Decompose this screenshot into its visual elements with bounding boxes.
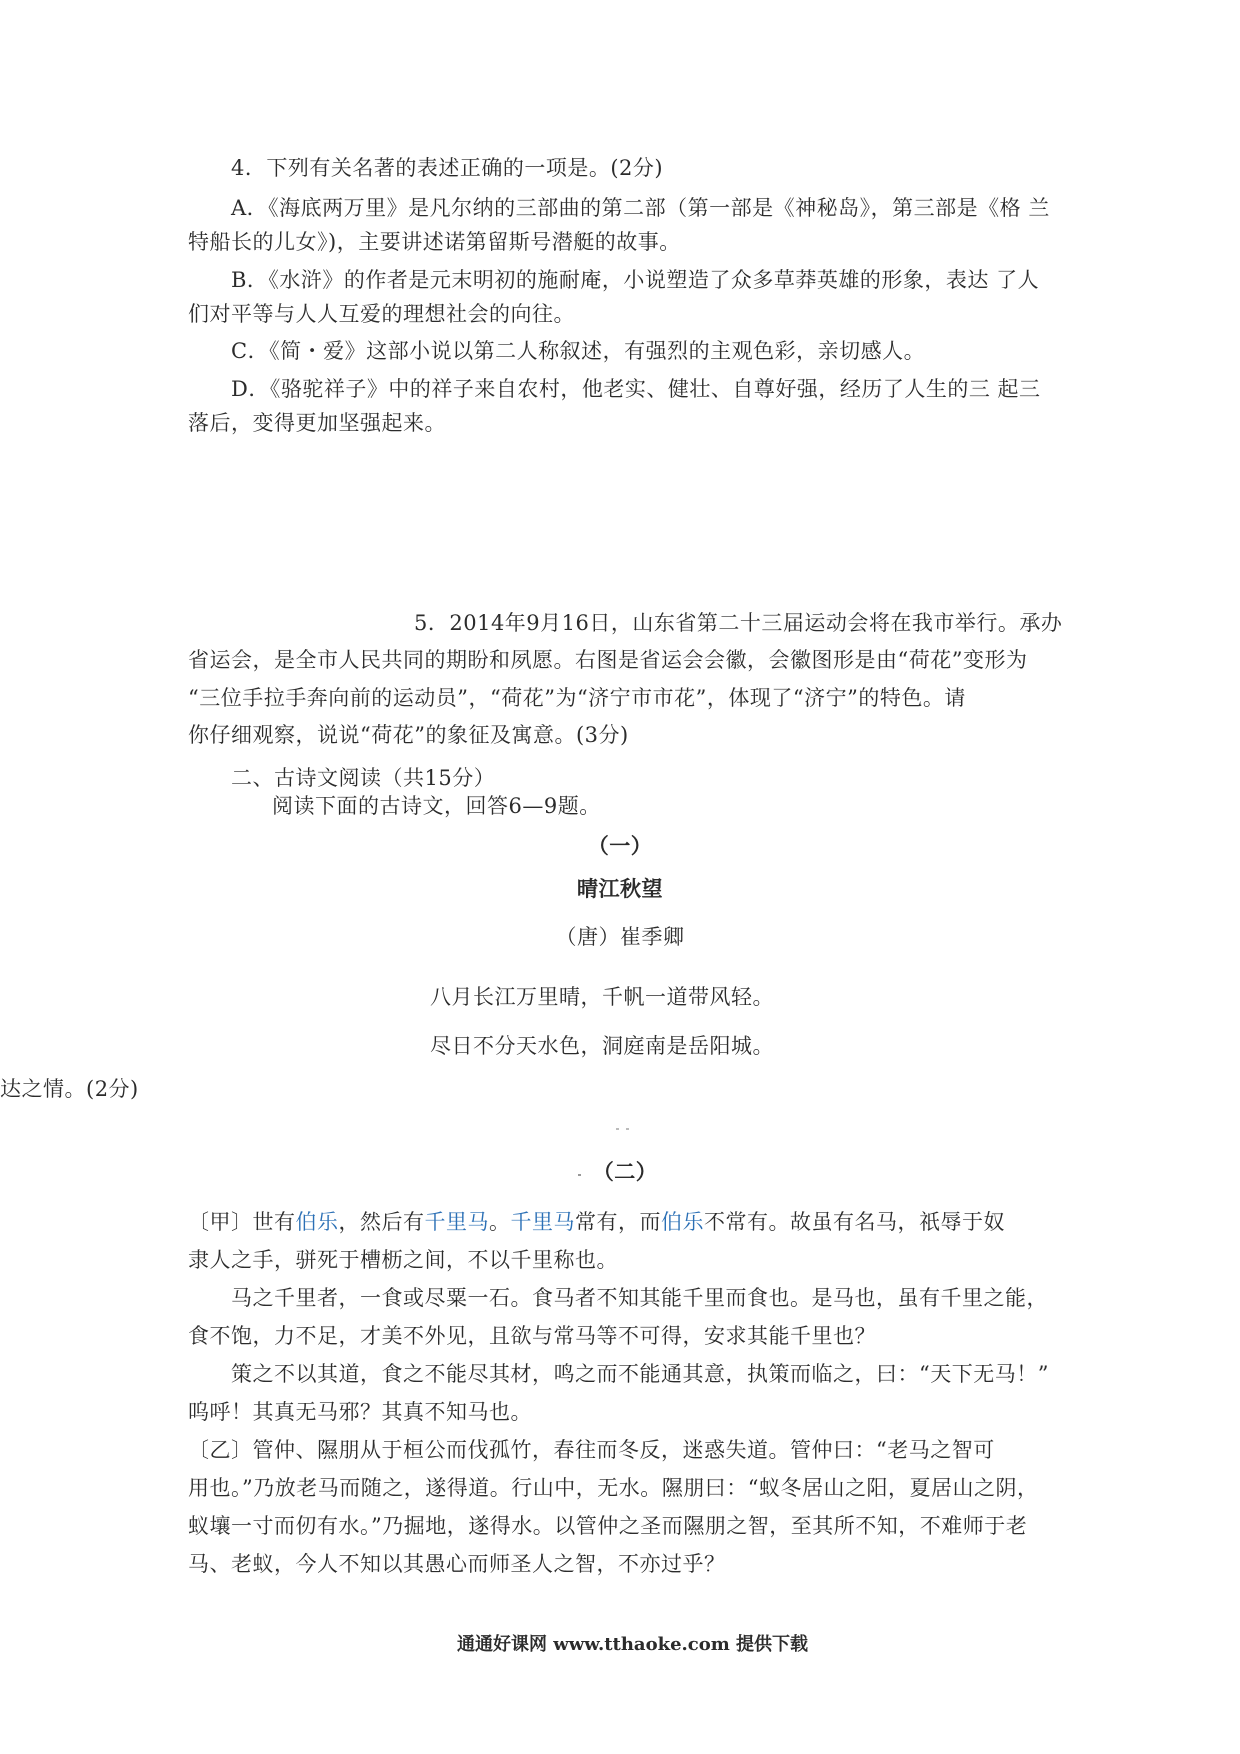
prose-jia-line5: 策之不以其道，食之不能尽其材，鸣之而不能通其意，执策而临之，曰：“天下无马！” — [231, 1362, 1049, 1386]
q5-line4: 你仔细观察，说说“荷花”的象征及寓意。(3分) — [188, 723, 629, 747]
q5-line3: “三位手拉手奔向前的运动员”，“荷花”为“济宁市市花”，体现了“济宁”的特色。请 — [188, 686, 966, 710]
scan-dot — [616, 1128, 619, 1130]
q4-option-a-line2: 特船长的儿女》)，主要讲述诺第留斯号潜艇的故事。 — [188, 230, 681, 254]
poem-title: 晴江秋望 — [577, 876, 663, 901]
q4-option-a-line1: A．《海底两万里》是凡尔纳的三部曲的第二部（第一部是《神秘岛》，第三部是《格 兰 — [231, 196, 1050, 220]
section2-heading: 二、古诗文阅读（共15分） — [231, 766, 496, 790]
bole-link[interactable]: 伯乐 — [661, 1210, 704, 1234]
q4-option-d-line2: 落后，变得更加坚强起来。 — [188, 411, 446, 435]
prose-text: 〔甲〕世有 — [188, 1210, 296, 1234]
prose-jia-line1 — [188, 1210, 1005, 1234]
q4-option-d-line1: D．《骆驼祥子》中的祥子来自农村，他老实、健壮、自尊好强，经历了人生的三 起三 — [231, 377, 1041, 401]
scan-dot — [626, 1128, 629, 1130]
prose-text: 不常有。故虽有名马，祇辱于奴 — [704, 1210, 1005, 1234]
q4-option-b-line2: 们对平等与人人互爱的理想社会的向往。 — [188, 302, 575, 326]
stray-text-fragment: 达之情。(2分) — [0, 1077, 139, 1101]
prose-jia-line2: 隶人之手，骈死于槽枥之间，不以千里称也。 — [188, 1248, 618, 1272]
prose-jia-line3: 马之千里者，一食或尽粟一石。食马者不知其能千里而食也。是马也，虽有千里之能， — [231, 1286, 1048, 1310]
prose-text: ，然后有 — [338, 1210, 425, 1234]
q5-line2: 省运会，是全市人民共同的期盼和夙愿。右图是省运会会徽，会徽图形是由“荷花”变形为 — [188, 648, 1028, 672]
section2-instruction: 阅读下面的古诗文，回答6—9题。 — [272, 794, 601, 818]
prose-yi-line3: 蚁壤一寸而仞有水。”乃掘地，遂得水。以管仲之圣而隰朋之智，至其所不知，不难师于老 — [188, 1514, 1028, 1538]
q4-option-b-line1: B．《水浒》的作者是元末明初的施耐庵，小说塑造了众多草莽英雄的形象，表达 了人 — [231, 268, 1040, 292]
prose-text: 。 — [489, 1210, 511, 1234]
prose-jia-line6: 呜呼！其真无马邪？其真不知马也。 — [188, 1400, 532, 1424]
q5-line1: 5．2014年9月16日，山东省第二十三届运动会将在我市举行。承办 — [414, 611, 1063, 635]
poem-author: （唐）崔季卿 — [555, 925, 685, 949]
q4-option-c: C．《简・爱》这部小说以第二人称叙述，有强烈的主观色彩，亲切感人。 — [231, 339, 926, 363]
prose-jia-line4: 食不饱，力不足，才美不外见，且欲与常马等不可得，安求其能千里也？ — [188, 1324, 876, 1348]
prose-yi-line1: 〔乙〕管仲、隰朋从于桓公而伐孤竹，春往而冬反，迷惑失道。管仲曰：“老马之智可 — [188, 1438, 995, 1462]
qianlima-link[interactable]: 千里马 — [510, 1210, 575, 1234]
prose-number: （二） — [592, 1159, 658, 1184]
prose-yi-line2: 用也。”乃放老马而随之，遂得道。行山中，无水。隰朋曰：“蚁冬居山之阳，夏居山之阴， — [188, 1476, 1039, 1500]
q4-stem: 4．下列有关名著的表述正确的一项是。(2分) — [231, 156, 664, 180]
prose-text: 常有，而 — [575, 1210, 661, 1234]
prose-yi-line4: 马、老蚁，今人不知以其愚心而师圣人之智，不亦过乎？ — [188, 1552, 726, 1576]
poem-number: （一） — [587, 833, 653, 858]
poem-line-1: 八月长江万里晴，千帆一道带风轻。 — [430, 985, 774, 1009]
footer-watermark: 通通好课网 www.tthaoke.com 提供下载 — [457, 1634, 809, 1655]
poem-line-2: 尽日不分天水色，洞庭南是岳阳城。 — [430, 1034, 774, 1058]
bole-link[interactable]: 伯乐 — [295, 1210, 339, 1234]
qianlima-link[interactable]: 千里马 — [424, 1210, 489, 1234]
